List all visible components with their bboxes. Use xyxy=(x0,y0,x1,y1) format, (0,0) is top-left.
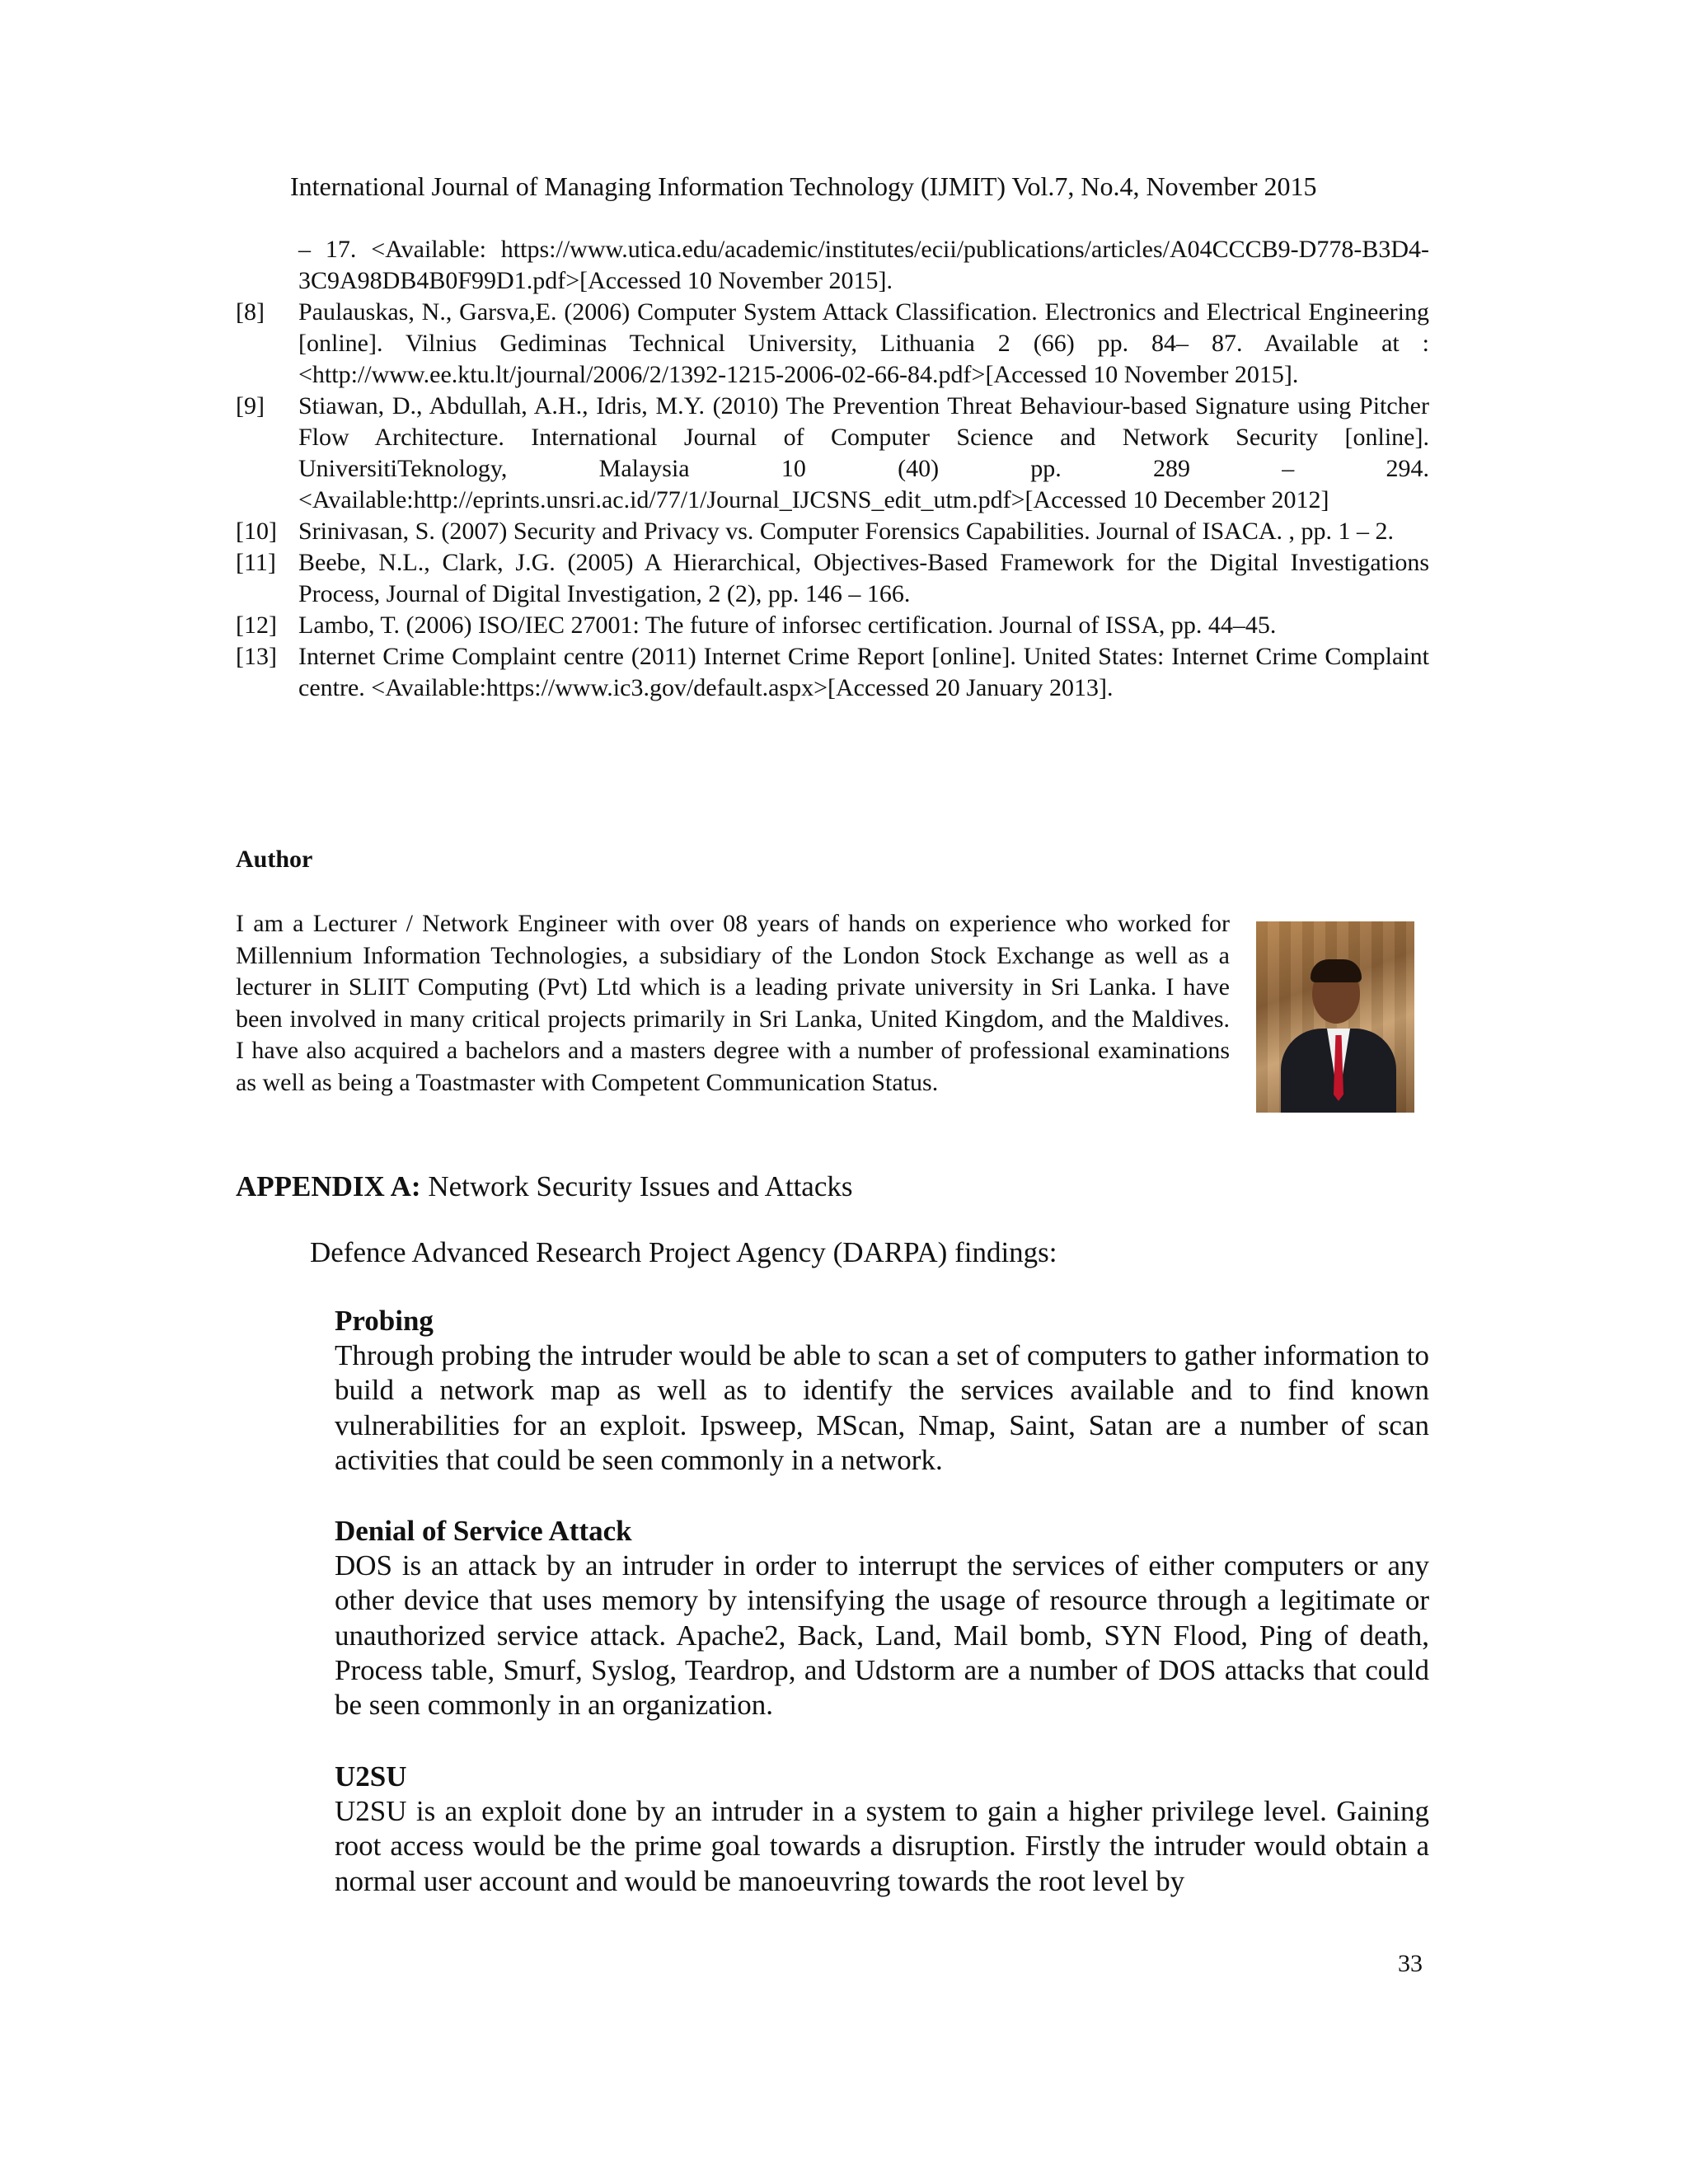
appendix-intro: Defence Advanced Research Project Agency (DARPA) findings: xyxy=(310,1236,1057,1268)
section-title: Probing xyxy=(335,1305,434,1337)
section-title: U2SU xyxy=(335,1760,407,1793)
reference-item xyxy=(236,297,1429,391)
reference-item xyxy=(236,234,1429,297)
reference-text: Srinivasan, S. (2007) Security and Privacy vs. Computer Forensics Capabilities. Journal of ISACA. , pp. 1 – 2. xyxy=(298,518,1395,545)
section-probing xyxy=(335,1304,1429,1478)
reference-text: Lambo, T. (2006) ISO/IEC 27001: The future of inforsec certification. Journal of ISSA, pp. 44–45. xyxy=(298,612,1277,639)
reference-number: [9] xyxy=(236,392,265,419)
reference-text: – 17. <Available: https://www.utica.edu/academic/institutes/ecii/publications/articles/A04CCCB9-D778-B3D4-3C9A98DB4B0F99D1.pdf>[Accessed 10 November 2015]. xyxy=(298,236,1429,294)
reference-item xyxy=(236,547,1429,610)
author-photo xyxy=(1256,921,1414,1113)
reference-item xyxy=(236,516,1429,547)
section-text: U2SU is an exploit done by an intruder in a system to gain a higher privilege level. Gaining root access would be the prime goal towards a disruption. Firstly the intruder would obtain a normal user account and would be manoeuvring towards the root level by xyxy=(335,1795,1429,1897)
section-text: DOS is an attack by an intruder in order to interrupt the services of either computers or any other device that uses memory by intensifying the usage of resource through a legitimate or unauthorized service attack. Apache2, Back, Land, Mail bomb, SYN Flood, Ping of death, Process table, Smurf, Syslog, Teardrop, and Udstorm are a number of DOS attacks that could be seen commonly in an organization. xyxy=(335,1549,1429,1722)
page-number: 33 xyxy=(1398,1950,1423,1977)
reference-number: [10] xyxy=(236,518,277,545)
author-bio: I am a Lecturer / Network Engineer with over 08 years of hands on experience who worked for Millennium Information Technologies, a subsidiary of the London Stock Exchange as well as a lecturer in SLIIT Computing (Pvt) Ltd which is a leading private university in Sri Lanka. I have been involved in many critical projects primarily in Sri Lanka, United Kingdom, and the Maldives. I have also acquired a bachelors and a masters degree with a number of professional examinations as well as being a Toastmaster with Competent Communication Status. xyxy=(236,910,1230,1096)
reference-text: Stiawan, D., Abdullah, A.H., Idris, M.Y. (2010) The Prevention Threat Behaviour-based Signature using Pitcher Flow Architecture. International Journal of Computer Science and Network Security [online]. UniversitiTeknology, Malaysia 10 (40) pp. 289 – 294. <Available:http://eprints.unsri.ac.id/77/1/Journal_IJCSNS_edit_utm.pdf>[Accessed 10 December 2012] xyxy=(298,392,1429,513)
reference-number: [8] xyxy=(236,298,265,326)
reference-text: Paulauskas, N., Garsva,E. (2006) Computer System Attack Classification. Electronics and Electrical Engineering [online]. Vilnius Gediminas Technical University, Lithuania 2 (66) pp. 84– 87. Available at : <http://www.ee.ktu.lt/journal/2006/2/1392-1215-2006-02-66-84.pdf>[Accessed 10 November 2015]. xyxy=(298,298,1429,388)
reference-number: [11] xyxy=(236,549,276,576)
photo-hair xyxy=(1311,959,1362,982)
reference-list xyxy=(236,234,1429,704)
appendix-label: APPENDIX A: xyxy=(236,1170,421,1202)
reference-number: [13] xyxy=(236,643,277,670)
reference-text: Beebe, N.L., Clark, J.G. (2005) A Hierarchical, Objectives-Based Framework for the Digital Investigations Process, Journal of Digital Investigation, 2 (2), pp. 146 – 166. xyxy=(298,549,1429,607)
reference-item xyxy=(236,391,1429,516)
appendix-title: Network Security Issues and Attacks xyxy=(420,1170,853,1202)
appendix-heading xyxy=(236,1169,853,1205)
reference-number: [12] xyxy=(236,612,277,639)
journal-header: International Journal of Managing Information Technology (IJMIT) Vol.7, No.4, November 2015 xyxy=(290,171,1317,201)
reference-item xyxy=(236,641,1429,704)
section-text: Through probing the intruder would be able to scan a set of computers to gather information to build a network map as well as to identify the services available and to find known vulnerabilities for an exploit. Ipsweep, MScan, Nmap, Saint, Satan are a number of scan activities that could be seen commonly in a network. xyxy=(335,1339,1429,1476)
section-title: Denial of Service Attack xyxy=(335,1515,632,1547)
section-u2su xyxy=(335,1760,1429,1899)
reference-item xyxy=(236,610,1429,641)
section-denial-of-service xyxy=(335,1514,1429,1722)
reference-text: Internet Crime Complaint centre (2011) Internet Crime Report [online]. United States: Internet Crime Complaint centre. <Available:https://www.ic3.gov/default.aspx>[Accessed 20 January 2013]. xyxy=(298,643,1429,701)
author-heading: Author xyxy=(236,846,313,873)
